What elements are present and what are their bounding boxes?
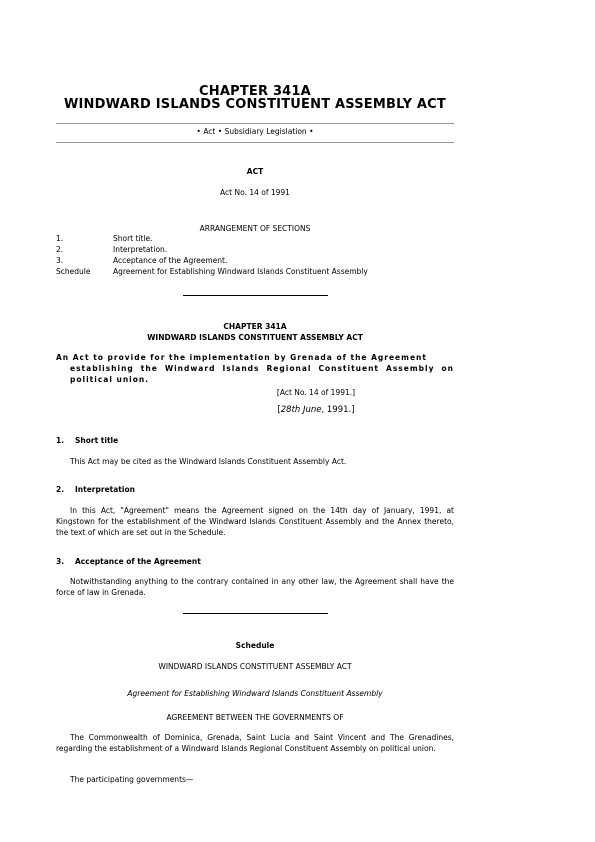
- section-number: 3.: [56, 557, 65, 566]
- toc-item-number: Schedule: [56, 267, 91, 276]
- section-divider: [183, 613, 328, 614]
- section-title: Short title: [75, 436, 119, 445]
- section-divider: [183, 295, 328, 296]
- agreement-title: Agreement for Establishing Windward Islands Constituent Assembly: [127, 689, 383, 698]
- agreement-between: AGREEMENT BETWEEN THE GOVERNMENTS OF: [166, 713, 344, 722]
- body-act-title: WINDWARD ISLANDS CONSTITUENT ASSEMBLY ACT: [147, 333, 363, 342]
- agreement-recital: The Commonwealth of Dominica, Grenada, Saint Lucia and Saint Vincent and The Grenadines, regarding the establishment of a Windward Islands Regional Constituent Assembly on political union.: [56, 733, 454, 753]
- toc-item-text: Interpretation.: [113, 245, 168, 254]
- act-number: Act No. 14 of 1991: [220, 188, 290, 197]
- arrangement-heading: ARRANGEMENT OF SECTIONS: [199, 224, 311, 233]
- section-title: Acceptance of the Agreement: [75, 557, 201, 566]
- nav-bullet: •: [196, 127, 201, 136]
- nav-rule-top: [56, 123, 454, 124]
- toc-item-number: 2.: [56, 245, 64, 254]
- long-title: [56, 352, 454, 385]
- long-title-rest: establishing the Windward Islands Regional Constituent Assembly on political union.: [70, 364, 454, 384]
- toc-item-number: 1.: [56, 234, 64, 243]
- chapter-title: CHAPTER 341A: [199, 84, 311, 99]
- nav-act-link[interactable]: Act: [203, 127, 216, 136]
- nav-subsidiary-link[interactable]: Subsidiary Legislation: [224, 127, 307, 136]
- date-italic: 28th June: [280, 405, 322, 415]
- participating-governments: The participating governments—: [70, 775, 194, 784]
- section-number: 1.: [56, 436, 65, 445]
- long-title-line1: An Act to provide for the implementation by Grenada of the Agreement: [56, 353, 427, 362]
- section-heading: [56, 485, 135, 494]
- nav-bar: [56, 127, 454, 136]
- section-text: Notwithstanding anything to the contrary contained in any other law, the Agreement shall have the force of law in Grenada.: [56, 577, 454, 597]
- toc-item-text: Agreement for Establishing Windward Islands Constituent Assembly: [113, 267, 368, 276]
- schedule-act-title: WINDWARD ISLANDS CONSTITUENT ASSEMBLY ACT: [158, 662, 352, 671]
- toc-item-text: Acceptance of the Agreement.: [113, 256, 228, 265]
- section-text: In this Act, "Agreement" means the Agreement signed on the 14th day of January, 1991, at Kingstown for the establishment of the Windward Islands Constituent Assembly and the Annex thereto, the text of which are set out in the Schedule.: [56, 506, 454, 537]
- section-title: Interpretation: [75, 485, 135, 494]
- schedule-heading: Schedule: [235, 641, 275, 650]
- section-heading: [56, 557, 201, 566]
- act-title: WINDWARD ISLANDS CONSTITUENT ASSEMBLY ACT: [63, 97, 446, 112]
- act-reference: [Act No. 14 of 1991.]: [276, 388, 356, 397]
- commencement-date: [28th June, 1991.]: [277, 405, 355, 415]
- toc-item-number: 3.: [56, 256, 64, 265]
- act-heading: ACT: [246, 167, 264, 176]
- nav-bullet: •: [309, 127, 314, 136]
- section-text: This Act may be cited as the Windward Islands Constituent Assembly Act.: [70, 457, 347, 466]
- section-heading: [56, 436, 118, 445]
- section-number: 2.: [56, 485, 65, 494]
- nav-bullet: •: [217, 127, 223, 136]
- nav-rule-bottom: [56, 142, 454, 143]
- toc-item-text: Short title.: [113, 234, 153, 243]
- body-chapter-title: CHAPTER 341A: [223, 322, 287, 331]
